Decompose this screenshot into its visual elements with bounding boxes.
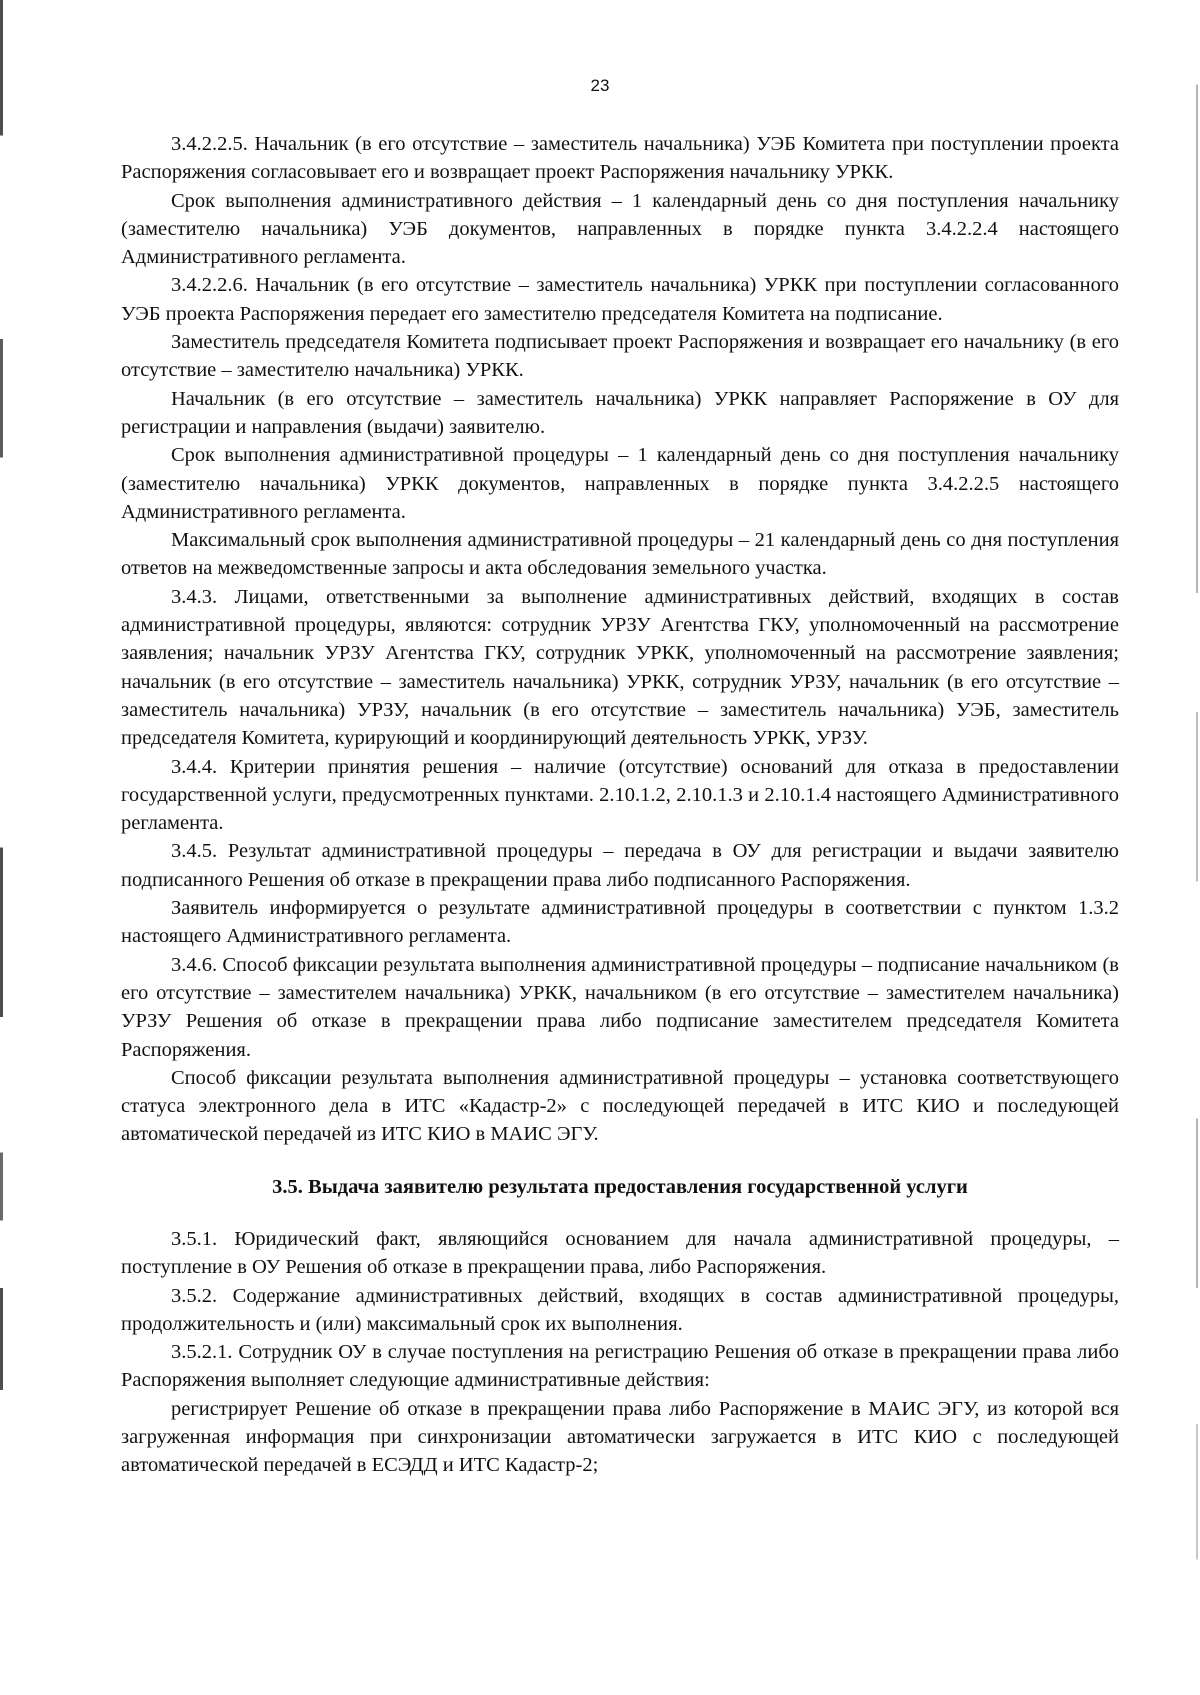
paragraph: Срок выполнения административной процедуры – 1 календарный день со дня поступления начальнику (заместителю начальника) УРКК документов, направленных в порядке пункта 3.4.2.2.5 настоящего Административного регламента. (121, 444, 1119, 523)
paragraph: Способ фиксации результата выполнения административной процедуры – установка соответствующего статуса электронного дела в ИТС «Кадастр-2» с последующей передачей в ИТС КИО и последующей автоматической передачей из ИТС КИО в МАИС ЭГУ. (121, 1066, 1119, 1146)
section-heading: 3.5. Выдача заявителю результата предоставления государственной услуги (272, 1175, 968, 1198)
paragraph: регистрирует Решение об отказе в прекращении права либо Распоряжение в МАИС ЭГУ, из которой вся загруженная информация при синхронизации автоматически загружается в ИТС КИО с последующей автоматической передачей в ЕСЭДД и ИТС Кадастр-2; (121, 1397, 1119, 1477)
paragraph: Начальник (в его отсутствие – заместитель начальника) УРКК направляет Распоряжение в ОУ для регистрации и направления (выдачи) заявителю. (121, 387, 1119, 438)
paragraph: Максимальный срок выполнения административной процедуры – 21 календарный день со дня поступления ответов на межведомственные запросы и акта обследования земельного участка. (121, 529, 1119, 580)
scan-edge-left (0, 0, 3, 1695)
paragraph: 3.4.2.2.6. Начальник (в его отсутствие – заместитель начальника) УРКК при поступлении согласованного УЭБ проекта Распоряжения передает его заместителю председателя Комитета на подписание. (121, 274, 1119, 325)
paragraph: 3.5.1. Юридический факт, являющийся основанием для начала административной процедуры, – поступление в ОУ Решения об отказе в прекращении права, либо Распоряжения. (121, 1227, 1119, 1279)
paragraph: 3.4.2.2.5. Начальник (в его отсутствие – заместитель начальника) УЭБ Комитета при поступлении проекта Распоряжения согласовывает его и возвращает проект Распоряжения начальнику УРКК. (121, 133, 1119, 184)
paragraph: 3.4.4. Критерии принятия решения – наличие (отсутствие) оснований для отказа в предоставлении государственной услуги, предусмотренных пунктами. 2.10.1.2, 2.10.1.3 и 2.10.1.4 настоящего Административного регламента. (121, 755, 1119, 835)
paragraph: Заместитель председателя Комитета подписывает проект Распоряжения и возвращает его начальнику (в его отсутствие – заместителю начальника) УРКК. (121, 331, 1119, 382)
paragraph: 3.5.2.1. Сотрудник ОУ в случае поступления на регистрацию Решения об отказе в прекращении права либо Распоряжения выполняет следующие административные действия: (121, 1341, 1119, 1392)
document-body (121, 130, 1119, 1480)
paragraph: 3.4.6. Способ фиксации результата выполнения административной процедуры – подписание начальником (в его отсутствие – заместителем начальника) УРКК, начальником (в его отсутствие – заместителем начальника) УРЗУ Решения об отказе в прекращении права либо подписание заместителем председателя Комитета Распоряжения. (121, 953, 1119, 1061)
paragraph: Заявитель информируется о результате административной процедуры в соответствии с пунктом 1.3.2 настоящего Административного регламента. (121, 897, 1119, 948)
paragraph: Срок выполнения административного действия – 1 календарный день со дня поступления начальнику (заместителю начальника) УЭБ документов, направленных в порядке пункта 3.4.2.2.4 настоящего Административного регламента. (121, 189, 1119, 269)
paragraph: 3.4.3. Лицами, ответственными за выполнение административных действий, входящих в состав административной процедуры, являются: сотрудник УРЗУ Агентства ГКУ, уполномоченный на рассмотрение заявления; начальник УРЗУ Агентства ГКУ, сотрудник УРКК, уполномоченный на рассмотрение заявления; начальник (в его отсутствие – заместитель начальника) УРКК, сотрудник УРЗУ, начальник (в его отсутствие – заместитель начальника) УРЗУ, начальник (в его отсутствие – заместитель начальника) УЭБ, заместитель председателя Комитета, курирующий и координирующий деятельность УРКК, УРЗУ. (121, 585, 1119, 750)
paragraph: 3.5.2. Содержание административных действий, входящих в состав административной процедуры, продолжительность и (или) максимальный срок их выполнения. (121, 1284, 1119, 1335)
paragraph: 3.4.5. Результат административной процедуры – передача в ОУ для регистрации и выдачи заявителю подписанного Решения об отказе в прекращении права либо подписанного Распоряжения. (121, 840, 1119, 891)
page-number: 23 (590, 76, 610, 95)
scan-edge-right (1196, 0, 1198, 1695)
